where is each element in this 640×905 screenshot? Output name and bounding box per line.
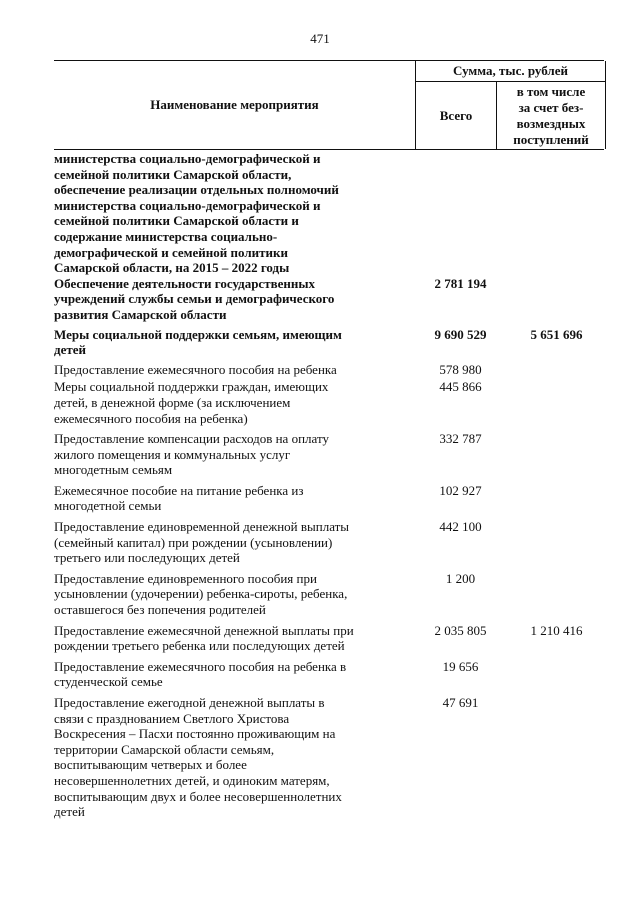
row-total: 47 691 (442, 695, 479, 710)
row-name: Предоставление компенсации расходов на оплату жилого помещения и коммунальных услуг многодетным семьям (54, 431, 329, 478)
row-total: 332 787 (439, 431, 482, 447)
table-row (54, 695, 604, 820)
row-gratuitous (509, 276, 604, 323)
row-name: Предоставление ежемесячного пособия на ребенка в студенческой семье (54, 658, 347, 690)
row-name: Предоставление единовременной денежной выплаты (семейный капитал) при рождении (усыновлении) третьего или последующих детей (54, 519, 350, 566)
table-row (54, 571, 604, 618)
row-total: 9 690 529 (434, 326, 487, 342)
row-gratuitous (509, 695, 604, 820)
header-total-column: Всего (439, 107, 473, 123)
row-name: Предоставление ежегодной денежной выплаты в связи с празднованием Светлого Христова Воскресения – Пасхи постоянно проживающим на территории Самарской области семьям, воспитывающим четверых и более несовершеннолетних детей, и одиноким матерям, воспитывающим двух и более несовершеннолетних детей (54, 695, 342, 820)
row-name: Меры социальной поддержки семьям, имеющим детей (54, 326, 342, 358)
table-row (54, 151, 604, 276)
header-sum-group (415, 61, 606, 149)
row-gratuitous: 1 210 416 (530, 622, 583, 638)
header-gratuitous-column: в том числе за счет без- возмездных поступлений (496, 82, 605, 149)
row-total: 102 927 (439, 482, 482, 498)
table-row (54, 519, 604, 566)
row-total: 442 100 (439, 519, 482, 535)
header-sum-column: Сумма, тыс. рублей (416, 61, 605, 82)
row-name: министерства социально-демографической и семейной политики Самарской области, обеспечение реализации отдельных полномочий министерства социально-демографической и семейной политики Самарской области и содержание министерства социально- демографической и семейной политики Самарской области, на 2015 – 2022 годы (54, 151, 339, 276)
row-gratuitous (509, 571, 604, 618)
row-name: Предоставление ежемесячной денежной выплаты при рождении третьего ребенка или последующих детей (54, 622, 354, 654)
row-total: 445 866 (439, 379, 482, 395)
row-gratuitous (509, 659, 604, 690)
table-row (54, 431, 604, 478)
table-row (54, 379, 604, 426)
row-gratuitous (509, 362, 604, 378)
row-total: 578 980 (439, 361, 482, 377)
row-gratuitous (509, 483, 604, 514)
table-row (54, 483, 604, 514)
page-number: 471 (310, 31, 330, 46)
row-total: 1 200 (445, 570, 476, 586)
row-name: Ежемесячное пособие на питание ребенка из многодетной семьи (54, 482, 304, 514)
table-row (54, 276, 604, 323)
table-row (54, 327, 604, 358)
row-gratuitous (509, 379, 604, 426)
row-total: 19 656 (442, 658, 479, 674)
row-name: Обеспечение деятельности государственных учреждений службы семьи и демографического развития Самарской области (54, 275, 335, 322)
row-gratuitous (509, 519, 604, 566)
table-row (54, 659, 604, 690)
row-gratuitous: 5 651 696 (530, 326, 583, 342)
table-body (54, 151, 604, 820)
row-name: Меры социальной поддержки граждан, имеющих детей, в денежной форме (за исключением ежемесячного пособия на ребенка) (54, 379, 329, 426)
table-header (54, 60, 604, 150)
budget-table (54, 60, 604, 820)
table-row (54, 623, 604, 654)
row-total (412, 151, 509, 276)
row-name: Предоставление единовременного пособия при усыновлении (удочерении) ребенка-сироты, ребенка, оставшегося без попечения родителей (54, 570, 348, 618)
header-name-column: Наименование мероприятия (150, 97, 319, 112)
row-gratuitous (509, 431, 604, 478)
table-row (54, 362, 604, 378)
row-name: Предоставление ежемесячного пособия на ребенка (54, 361, 337, 377)
row-gratuitous (509, 151, 604, 276)
row-total: 2 781 194 (434, 275, 487, 291)
row-total: 2 035 805 (434, 622, 487, 638)
